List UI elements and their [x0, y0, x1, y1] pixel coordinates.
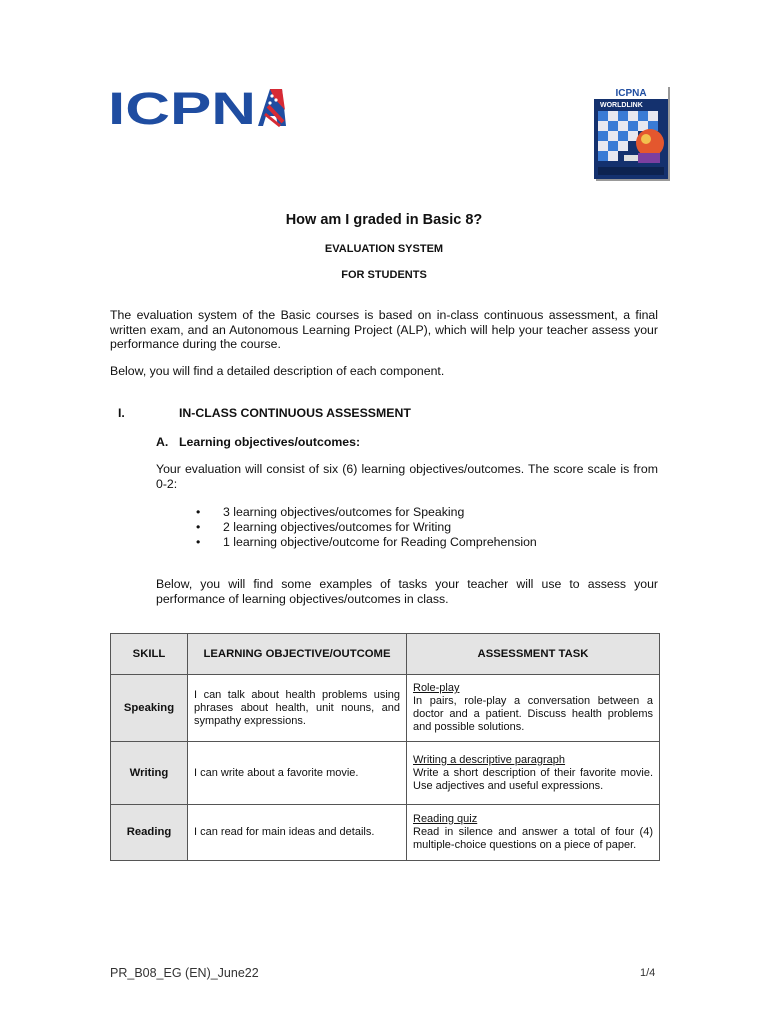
book-cover-image: [594, 85, 670, 181]
column-header-task: ASSESSMENT TASK: [407, 634, 660, 675]
task-cell: [407, 742, 660, 805]
svg-text:ICPN: ICPN: [108, 86, 256, 128]
subsection-letter: A.: [156, 435, 169, 449]
list-item: • 1 learning objective/outcome for Reading Comprehension: [196, 535, 537, 550]
footer-document-code: PR_B08_EG (EN)_June22: [110, 966, 259, 980]
skill-cell: Reading: [111, 805, 188, 861]
section-number: I.: [118, 406, 125, 420]
footer-page-number: 1/4: [640, 967, 656, 979]
objectives-list: [196, 505, 537, 550]
intro-paragraph: The evaluation system of the Basic courses is based on in-class continuous assessment, a final written exam, and an Autonomous Learning Project (ALP), which will help your teacher assess your performance during the course.: [110, 308, 658, 351]
table-row: [111, 742, 660, 805]
column-header-objective: LEARNING OBJECTIVE/OUTCOME: [188, 634, 407, 675]
objective-cell: I can write about a favorite movie.: [188, 742, 407, 805]
skill-cell: Writing: [111, 742, 188, 805]
objective-cell: I can talk about health problems using phrases about health, unit nouns, and sympathy expressions.: [188, 675, 407, 742]
task-cell: [407, 675, 660, 742]
table-row: [111, 805, 660, 861]
task-cell: [407, 805, 660, 861]
task-title: Writing a descriptive paragraph: [413, 753, 566, 766]
icpna-logo: [108, 86, 288, 128]
intro-paragraph-2: Below, you will find a detailed description of each component.: [110, 364, 445, 378]
list-item: • 2 learning objectives/outcomes for Writing: [196, 520, 537, 535]
task-title: Role-play: [413, 682, 460, 694]
subsection-title: Learning objectives/outcomes:: [179, 435, 361, 449]
task-title: Reading quiz: [413, 813, 478, 825]
task-description: In pairs, role-play a conversation between a doctor and a patient. Discuss health problems and possible solutions.: [413, 695, 653, 733]
svg-text:ICPNA: ICPNA: [615, 88, 647, 99]
evaluation-paragraph: Your evaluation will consist of six (6) learning objectives/outcomes. The score scale is from 0-2:: [156, 462, 658, 491]
skill-cell: Speaking: [111, 675, 188, 742]
section-title: IN-CLASS CONTINUOUS ASSESSMENT: [179, 406, 411, 420]
column-header-skill: SKILL: [111, 634, 188, 675]
svg-text:WORLDLINK: WORLDLINK: [600, 102, 643, 109]
table-header-row: [111, 634, 660, 675]
table-row: [111, 675, 660, 742]
page-subtitle-2: FOR STUDENTS: [341, 269, 427, 281]
page-subtitle-1: EVALUATION SYSTEM: [324, 243, 444, 255]
examples-paragraph: Below, you will find some examples of tasks your teacher will use to assess your performance of learning objectives/outcomes in class.: [156, 577, 658, 606]
list-item: • 3 learning objectives/outcomes for Speaking: [196, 505, 537, 520]
page-title: How am I graded in Basic 8?: [285, 212, 483, 228]
objective-cell: I can read for main ideas and details.: [188, 805, 407, 861]
assessment-table: [110, 633, 660, 861]
task-description: Write a short description of their favorite movie. Use adjectives and useful expressions.: [413, 766, 653, 792]
task-description: Read in silence and answer a total of four (4) multiple-choice questions on a piece of paper.: [413, 826, 653, 851]
